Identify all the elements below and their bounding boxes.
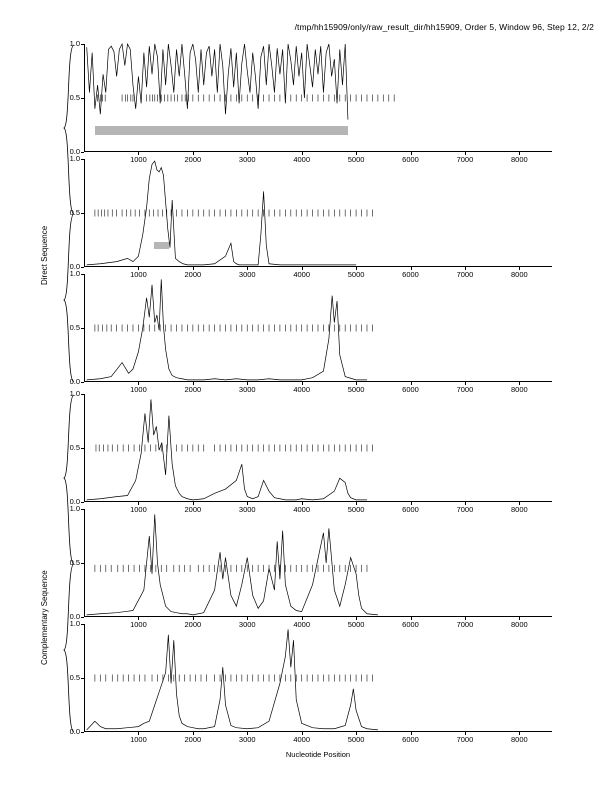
ylabel-complementary-sequence: Complementary Sequence <box>40 570 49 665</box>
ytick-label: 1.0 <box>69 269 80 278</box>
ytick-label: 0.5 <box>69 323 80 332</box>
trace-svg-2 <box>84 159 552 267</box>
ytick-label: 1.0 <box>69 504 80 513</box>
xtick-label: 4000 <box>293 505 311 514</box>
ytick-label: 0.0 <box>69 612 80 621</box>
figure-title: /tmp/hh15909/only/raw_result_dir/hh15909, Order 5, Window 96, Step 12, 2/2 <box>294 22 594 32</box>
ytick-mark <box>81 382 84 383</box>
plot-panel-1 <box>69 39 552 164</box>
marker-row <box>95 675 373 682</box>
trace-svg-3 <box>84 274 552 382</box>
ytick-label: 0.5 <box>69 208 80 217</box>
ylabel-direct-sequence: Direct Sequence <box>40 225 49 285</box>
data-trace <box>87 514 378 614</box>
ytick-mark <box>81 502 84 503</box>
xtick-label: 4000 <box>293 270 311 279</box>
xtick-label: 3000 <box>238 385 256 394</box>
ytick-label: 0.0 <box>69 377 80 386</box>
xtick-label: 6000 <box>402 385 419 394</box>
ytick-mark <box>81 152 84 153</box>
xtick-label: 3000 <box>238 735 256 744</box>
xtick-label: 7000 <box>456 155 474 164</box>
data-trace <box>87 44 348 120</box>
marker-row <box>95 325 373 332</box>
xtick-label: 8000 <box>511 270 528 279</box>
xtick-label: 8000 <box>511 505 528 514</box>
xtick-label: 7000 <box>456 505 474 514</box>
xtick-label: 3000 <box>238 505 256 514</box>
xtick-label: 2000 <box>184 505 202 514</box>
data-trace <box>87 161 356 265</box>
xtick-label: 1000 <box>130 620 147 629</box>
xtick-label: 5000 <box>347 155 365 164</box>
ytick-label: 1.0 <box>69 619 80 628</box>
xtick-label: 5000 <box>347 620 365 629</box>
xtick-label: 2000 <box>184 155 202 164</box>
xtick-label: 8000 <box>511 155 528 164</box>
xtick-label: 4000 <box>293 620 311 629</box>
marker-row <box>95 565 367 572</box>
ytick-label: 1.0 <box>69 154 80 163</box>
xtick-label: 7000 <box>456 270 474 279</box>
xtick-label: 7000 <box>456 620 474 629</box>
xtick-label: 6000 <box>402 270 419 279</box>
ytick-label: 0.0 <box>69 147 80 156</box>
xtick-label: 5000 <box>347 385 365 394</box>
xtick-label: 2000 <box>184 735 202 744</box>
ytick-label: 0.0 <box>69 727 80 736</box>
ytick-label: 1.0 <box>69 39 80 48</box>
xtick-label: 2000 <box>184 620 202 629</box>
xtick-label: 1000 <box>130 270 147 279</box>
xtick-label: 8000 <box>511 620 528 629</box>
ytick-label: 0.0 <box>69 497 80 506</box>
xtick-label: 2000 <box>184 270 202 279</box>
marker-row <box>95 210 373 217</box>
plot-panel-6 <box>69 619 552 744</box>
xtick-label: 4000 <box>293 385 311 394</box>
ytick-label: 0.5 <box>69 558 80 567</box>
ytick-mark <box>81 617 84 618</box>
xtick-label: 3000 <box>238 155 256 164</box>
xtick-label: 7000 <box>456 385 474 394</box>
plot-panel-4 <box>69 389 552 514</box>
trace-svg-1 <box>84 44 552 152</box>
xtick-label: 3000 <box>238 620 256 629</box>
xtick-label: 5000 <box>347 505 365 514</box>
xtick-label: 4000 <box>293 735 311 744</box>
trace-svg-6 <box>84 624 552 732</box>
ytick-mark <box>81 267 84 268</box>
plot-panel-5 <box>69 504 552 629</box>
xtick-label: 6000 <box>402 505 419 514</box>
xtick-label: 2000 <box>184 385 202 394</box>
marker-row <box>96 445 372 452</box>
xtick-label: 4000 <box>293 155 311 164</box>
xtick-label: 5000 <box>347 735 365 744</box>
xtick-label: 5000 <box>347 270 365 279</box>
xtick-label: 6000 <box>402 155 419 164</box>
marker-row <box>98 95 395 102</box>
ytick-label: 0.5 <box>69 673 80 682</box>
plot-panel-3 <box>69 269 552 394</box>
xaxis-label: Nucleotide Position <box>285 750 351 759</box>
xtick-label: 6000 <box>402 735 419 744</box>
ytick-label: 0.0 <box>69 262 80 271</box>
xtick-label: 3000 <box>238 270 256 279</box>
xtick-label: 1000 <box>130 735 147 744</box>
trace-svg-5 <box>84 509 552 617</box>
ytick-label: 0.5 <box>69 93 80 102</box>
xtick-label: 1000 <box>130 155 147 164</box>
xtick-label: 1000 <box>130 505 147 514</box>
xtick-label: 8000 <box>511 385 528 394</box>
trace-svg-4 <box>84 394 552 502</box>
xtick-label: 7000 <box>456 735 474 744</box>
data-trace <box>87 279 367 379</box>
xtick-label: 8000 <box>511 735 528 744</box>
xtick-label: 6000 <box>402 620 419 629</box>
ytick-label: 0.5 <box>69 443 80 452</box>
ytick-mark <box>81 732 84 733</box>
xtick-label: 1000 <box>130 385 147 394</box>
plot-panel-2 <box>69 154 552 279</box>
ytick-label: 1.0 <box>69 389 80 398</box>
